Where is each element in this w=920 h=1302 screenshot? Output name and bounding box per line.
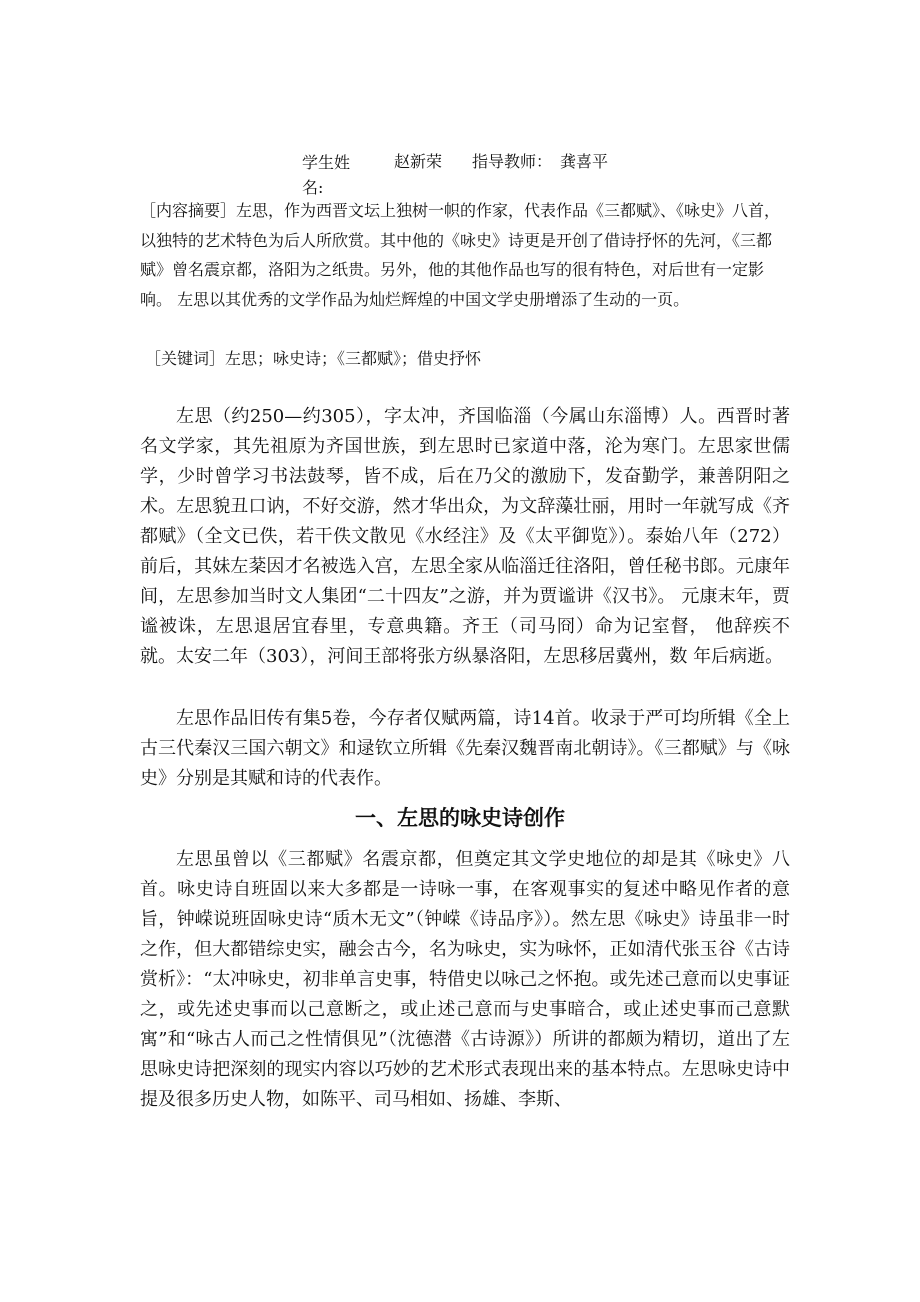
advisor-label: 指导教师：: [472, 152, 553, 171]
student-name: 赵新荣: [394, 152, 443, 171]
keywords: ［关键词］左思；咏史诗；《三都赋》；借史抒怀: [145, 349, 482, 368]
section-heading: 一、左思的咏史诗创作: [355, 806, 565, 830]
body-paragraph-3: 左思虽曾以《三都赋》名震京都，但奠定其文学史地位的却是其《咏史》八首。咏史诗自班固以来大多都是一诗咏一事，在客观事实的复述中略见作者的意旨，钟嵘说班固咏史诗“质木无文”（钟嵘《诗品序》）。然左思《咏史》诗虽非一时之作，但大都错综史实，融会古今，名为咏史，实为咏怀，正如清代张玉谷《古诗赏析》：“太冲咏史，初非单言史事，特借史以咏己之怀抱。或先述己意而以史事证之，或先述史事而以己意断之，或止述己意而与史事暗合，或止述史事而己意默寓”和“咏古人而己之性情俱见”（沈德潜《古诗源》）所讲的都颇为精切，道出了左思咏史诗把深刻的现实内容以巧妙的艺术形式表现出来的基本特点。左思咏史诗中提及很多历史人物，如陈平、司马相如、扬雄、李斯、: [140, 849, 790, 1110]
body-paragraph-2: 左思作品旧传有集5卷，今存者仅赋两篇，诗14首。收录于严可均所辑《全上古三代秦汉三国六朝文》和逯钦立所辑《先秦汉魏晋南北朝诗》。《三都赋》与《咏史》分别是其赋和诗的代表作。: [140, 708, 790, 789]
student-name-label: 学生姓名:: [302, 153, 351, 197]
body-paragraph-1: 左思（约250—约305），字太冲，齐国临淄（今属山东淄博）人。西晋时著名文学家，其先祖原为齐国世族，到左思时已家道中落，沦为寒门。左思家世儒学，少时曾学习书法鼓琴，皆不成，后在乃父的激励下，发奋勤学，兼善阴阳之术。左思貌丑口讷，不好交游，然才华出众，为文辞藻壮丽，用时一年就写成《齐都赋》（全文已佚，若干佚文散见《水经注》及《太平御览》）。泰始八年（272）前后，其妹左棻因才名被选入宫，左思全家从临淄迁往洛阳，曾任秘书郎。元康年间，左思参加当时文人集团“二十四友”之游，并为贾谧讲《汉书》。 元康末年，贾谧被诛，左思退居宜春里，专意典籍。齐王（司马冏）命为记室督， 他辞疾不就。太安二年（303），河间王部将张方纵暴洛阳，左思移居冀州，数 年后病逝。: [140, 406, 790, 667]
advisor-name: 龚喜平: [560, 152, 609, 171]
abstract: ［内容摘要］左思，作为西晋文坛上独树一帜的作家，代表作品《三都赋》、《咏史》八首， 以独特的艺术特色为后人所欣赏。其中他的《咏史》诗更是开创了借诗抒怀的先河，《三都 赋》曾名震京都，洛阳为之纸贵。另外，他的其他作品也写的很有特色，对后世有一定影响。 左思以其优秀的文学作品为灿烂辉煌的中国文学史册增添了生动的一页。: [140, 201, 781, 309]
